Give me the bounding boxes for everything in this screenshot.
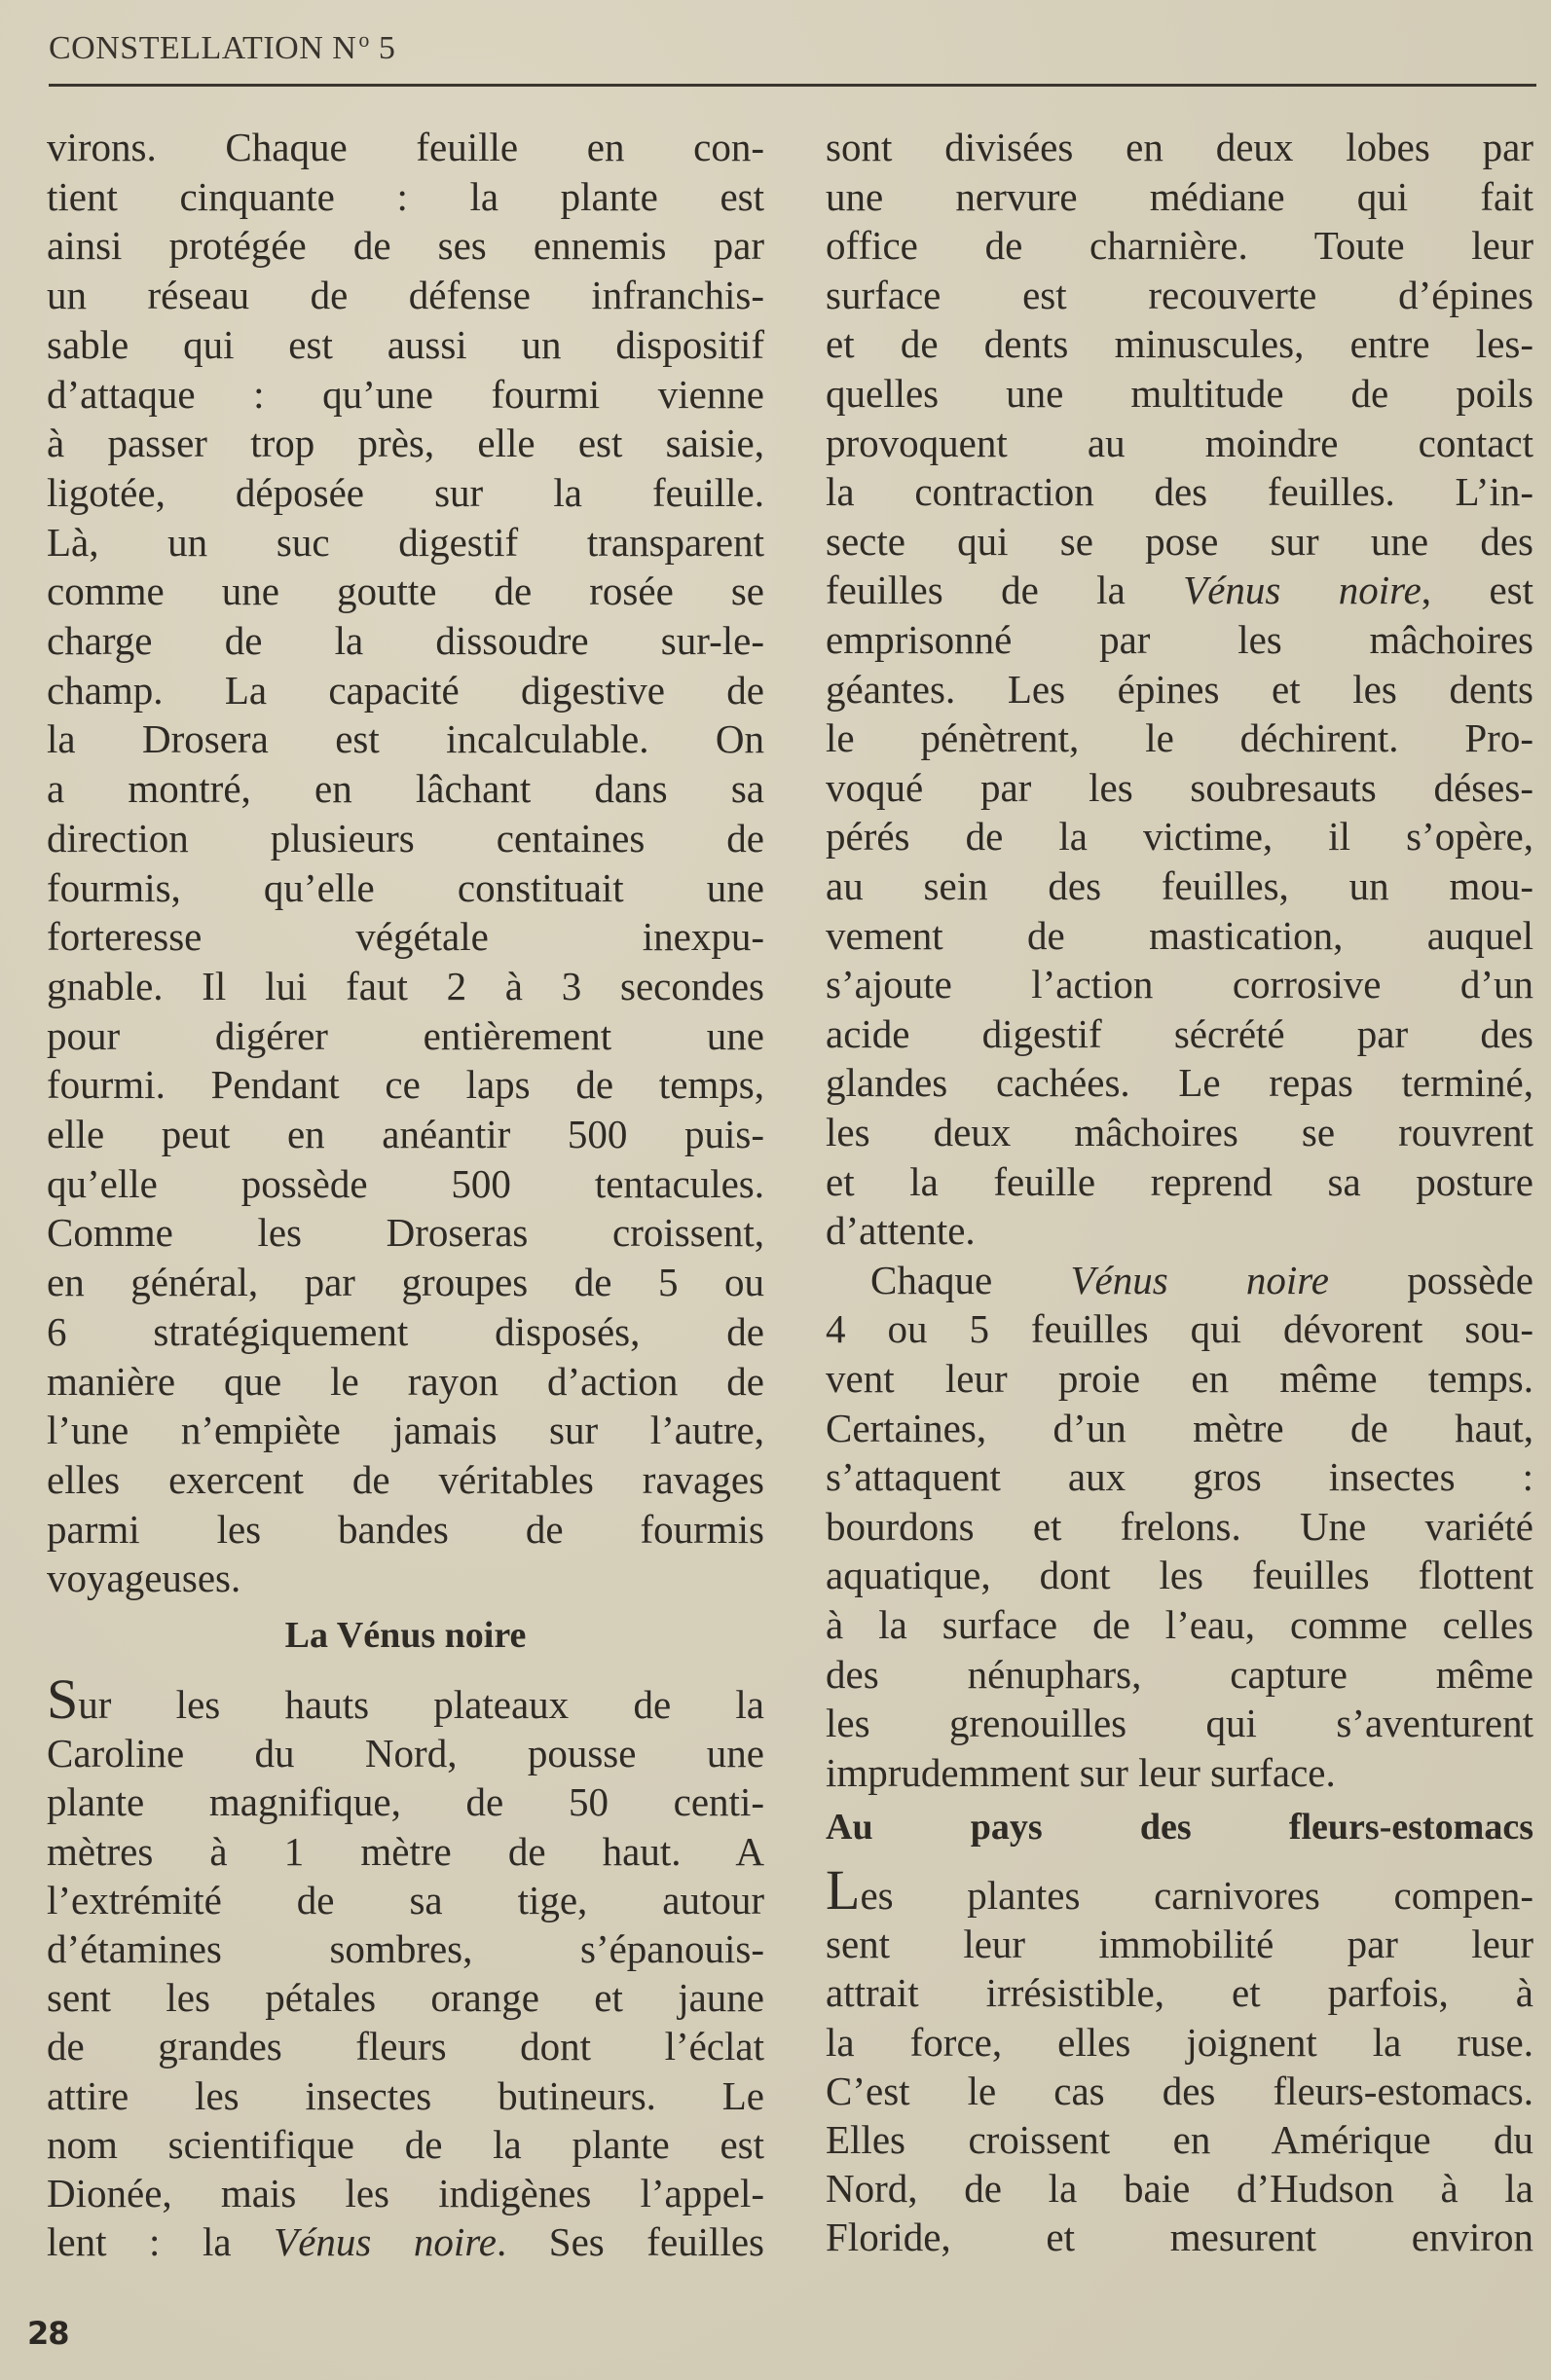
text-line: les grenouilles qui s’aventurent — [826, 1701, 1533, 1746]
text-line: les deux mâchoires se rouvrent — [826, 1110, 1533, 1154]
text-line: au sein des feuilles, un mou- — [826, 863, 1533, 908]
text-line: voqué par les soubresauts déses- — [826, 764, 1533, 810]
text-line: le pénètrent, le déchirent. Pro- — [826, 715, 1533, 761]
drop-cap: L — [826, 1858, 861, 1922]
text-line: charge de la dissoudre sur-le- — [47, 618, 764, 663]
text-line: Là, un suc digestif transparent — [47, 519, 764, 565]
text-line: Elles croissent en Amérique du — [826, 2117, 1533, 2162]
running-head-superscript: o — [358, 27, 370, 52]
text-line: forteresse végétale inexpu- — [47, 914, 764, 960]
text-line: s’ajoute l’action corrosive d’un — [826, 962, 1533, 1007]
paragraph-first-line — [826, 1256, 1533, 1304]
text-line: nom scientifique de la plante est — [47, 2121, 764, 2167]
text-line: glandes cachées. Le repas terminé, — [826, 1060, 1533, 1106]
text-line: sent les pétales orange et jaune — [47, 1975, 764, 2021]
italic-plant-name: Vénus noire — [1070, 1257, 1329, 1302]
text-line: la contraction des feuilles. L’in- — [826, 469, 1533, 515]
text-line: ainsi protégée de ses ennemis par — [47, 223, 764, 269]
text-line: Floride, et mesurent environ — [826, 2215, 1533, 2260]
text-line: surface est recouverte d’épines — [826, 272, 1533, 317]
text-line: d’étamines sombres, s’épanouis- — [47, 1926, 764, 1971]
text-line: C’est le cas des fleurs-estomacs. — [826, 2068, 1533, 2113]
text-line: vent leur proie en même temps. — [826, 1356, 1533, 1401]
text-span: ur les hauts plateaux de la — [78, 1682, 764, 1727]
text-line: tient cinquante : la plante est — [47, 173, 764, 219]
text-line: emprisonné par les mâchoires — [826, 617, 1533, 662]
running-head-issue: 5 — [378, 30, 396, 66]
text-line: géantes. Les épines et les dents — [826, 666, 1533, 712]
text-line: direction plusieurs centaines de — [47, 815, 764, 860]
text-line: voyageuses. — [47, 1556, 241, 1601]
paragraph-first-line — [47, 1667, 764, 1731]
section-heading-venus-noire: La Vénus noire — [284, 1615, 527, 1656]
text-span: Chaque — [870, 1257, 1071, 1302]
text-span: . Ses feuilles — [496, 2219, 764, 2265]
text-line: l’extrémité de sa tige, autour — [47, 1877, 764, 1922]
text-line: Certaines, d’un mètre de haut, — [826, 1405, 1533, 1450]
text-line: elle peut en anéantir 500 puis- — [47, 1112, 764, 1156]
paragraph-first-line — [826, 1858, 1533, 1922]
text-line: pérés de la victime, il s’opère, — [826, 814, 1533, 860]
text-line: mètres à 1 mètre de haut. A — [47, 1828, 764, 1874]
text-span: possède — [1328, 1257, 1533, 1302]
text-line: sable qui est aussi un dispositif — [47, 321, 764, 367]
text-line: s’attaquent aux gros insectes : — [826, 1454, 1533, 1500]
text-line: aquatique, dont les feuilles flottent — [826, 1553, 1533, 1598]
text-line: ligotée, déposée sur la feuille. — [47, 469, 764, 515]
text-line: Nord, de la baie d’Hudson à la — [826, 2166, 1533, 2212]
text-line: comme une goutte de rosée se — [47, 568, 764, 614]
text-line: Caroline du Nord, pousse une — [47, 1731, 764, 1776]
text-line: d’attaque : qu’une fourmi vienne — [47, 371, 764, 417]
text-line — [47, 2217, 764, 2266]
text-line: provoquent au moindre contact — [826, 420, 1533, 465]
text-line: fourmi. Pendant ce laps de temps, — [47, 1062, 764, 1108]
text-line: un réseau de défense infranchis- — [47, 273, 764, 318]
text-line: vement de mastication, auquel — [826, 912, 1533, 958]
text-line: pour digérer entièrement une — [47, 1012, 764, 1058]
italic-plant-name: Vénus noire — [274, 2219, 497, 2265]
text-line: quelles une multitude de poils — [826, 371, 1533, 416]
text-line: parmi les bandes de fourmis — [47, 1506, 764, 1552]
text-line: attrait irrésistible, et parfois, à — [826, 1970, 1533, 2016]
running-head — [49, 27, 395, 67]
text-line: qu’elle possède 500 tentacules. — [47, 1160, 764, 1206]
text-span: es plantes carnivores compen- — [860, 1873, 1533, 1918]
section-heading-fleurs-estomacs: Au pays des fleurs-estomacs — [826, 1807, 1533, 1848]
text-line: une nervure médiane qui fait — [826, 173, 1533, 219]
text-line: d’attente. — [826, 1208, 976, 1254]
text-line: en général, par groupes de 5 ou — [47, 1260, 764, 1305]
text-line: l’une n’empiète jamais sur l’autre, — [47, 1408, 764, 1453]
text-span: feuilles de la — [826, 568, 1184, 613]
text-line: de grandes fleurs dont l’éclat — [47, 2024, 764, 2069]
text-line: imprudemment sur leur surface. — [826, 1749, 1336, 1795]
text-line: la Drosera est incalculable. On — [47, 716, 764, 762]
text-line: à passer trop près, elle est saisie, — [47, 421, 764, 466]
text-line: manière que le rayon d’action de — [47, 1358, 764, 1404]
drop-cap: S — [47, 1667, 79, 1731]
text-line: 4 ou 5 feuilles qui dévorent sou- — [826, 1306, 1533, 1352]
text-line: à la surface de l’eau, comme celles — [826, 1602, 1533, 1647]
page-number: 28 — [27, 2315, 69, 2352]
text-line: acide digestif sécrété par des — [826, 1010, 1533, 1056]
text-line: gnable. Il lui faut 2 à 3 secondes — [47, 963, 764, 1008]
text-line: Comme les Droseras croissent, — [47, 1210, 764, 1256]
text-line: et la feuille reprend sa posture — [826, 1158, 1533, 1204]
italic-plant-name: Vénus noire — [1183, 568, 1422, 613]
text-line: fourmis, qu’elle constituait une — [47, 864, 764, 910]
text-line: bourdons et frelons. Une variété — [826, 1503, 1533, 1549]
text-line: attire les insectes butineurs. Le — [47, 2072, 764, 2118]
text-span: , est — [1421, 568, 1533, 613]
text-line: virons. Chaque feuille en con- — [47, 125, 764, 169]
text-line — [826, 566, 1533, 614]
text-line: plante magnifique, de 50 centi- — [47, 1779, 764, 1825]
text-line: sont divisées en deux lobes par — [826, 125, 1533, 169]
text-line: sent leur immobilité par leur — [826, 1922, 1533, 1967]
text-line: et de dents minuscules, entre les- — [826, 321, 1533, 367]
text-line: secte qui se pose sur une des — [826, 518, 1533, 564]
text-line: Dionée, mais les indigènes l’appel- — [47, 2171, 764, 2215]
text-line: office de charnière. Toute leur — [826, 223, 1533, 269]
running-head-title: CONSTELLATION N — [49, 30, 357, 66]
text-line: elles exercent de véritables ravages — [47, 1456, 764, 1502]
text-line: 6 stratégiquement disposés, de — [47, 1308, 764, 1354]
text-span: lent : la — [47, 2219, 275, 2265]
text-line: champ. La capacité digestive de — [47, 667, 764, 713]
text-line: a montré, en lâchant dans sa — [47, 766, 764, 812]
text-line: la force, elles joignent la ruse. — [826, 2019, 1533, 2065]
text-line: des nénuphars, capture même — [826, 1651, 1533, 1697]
header-rule — [49, 84, 1536, 87]
